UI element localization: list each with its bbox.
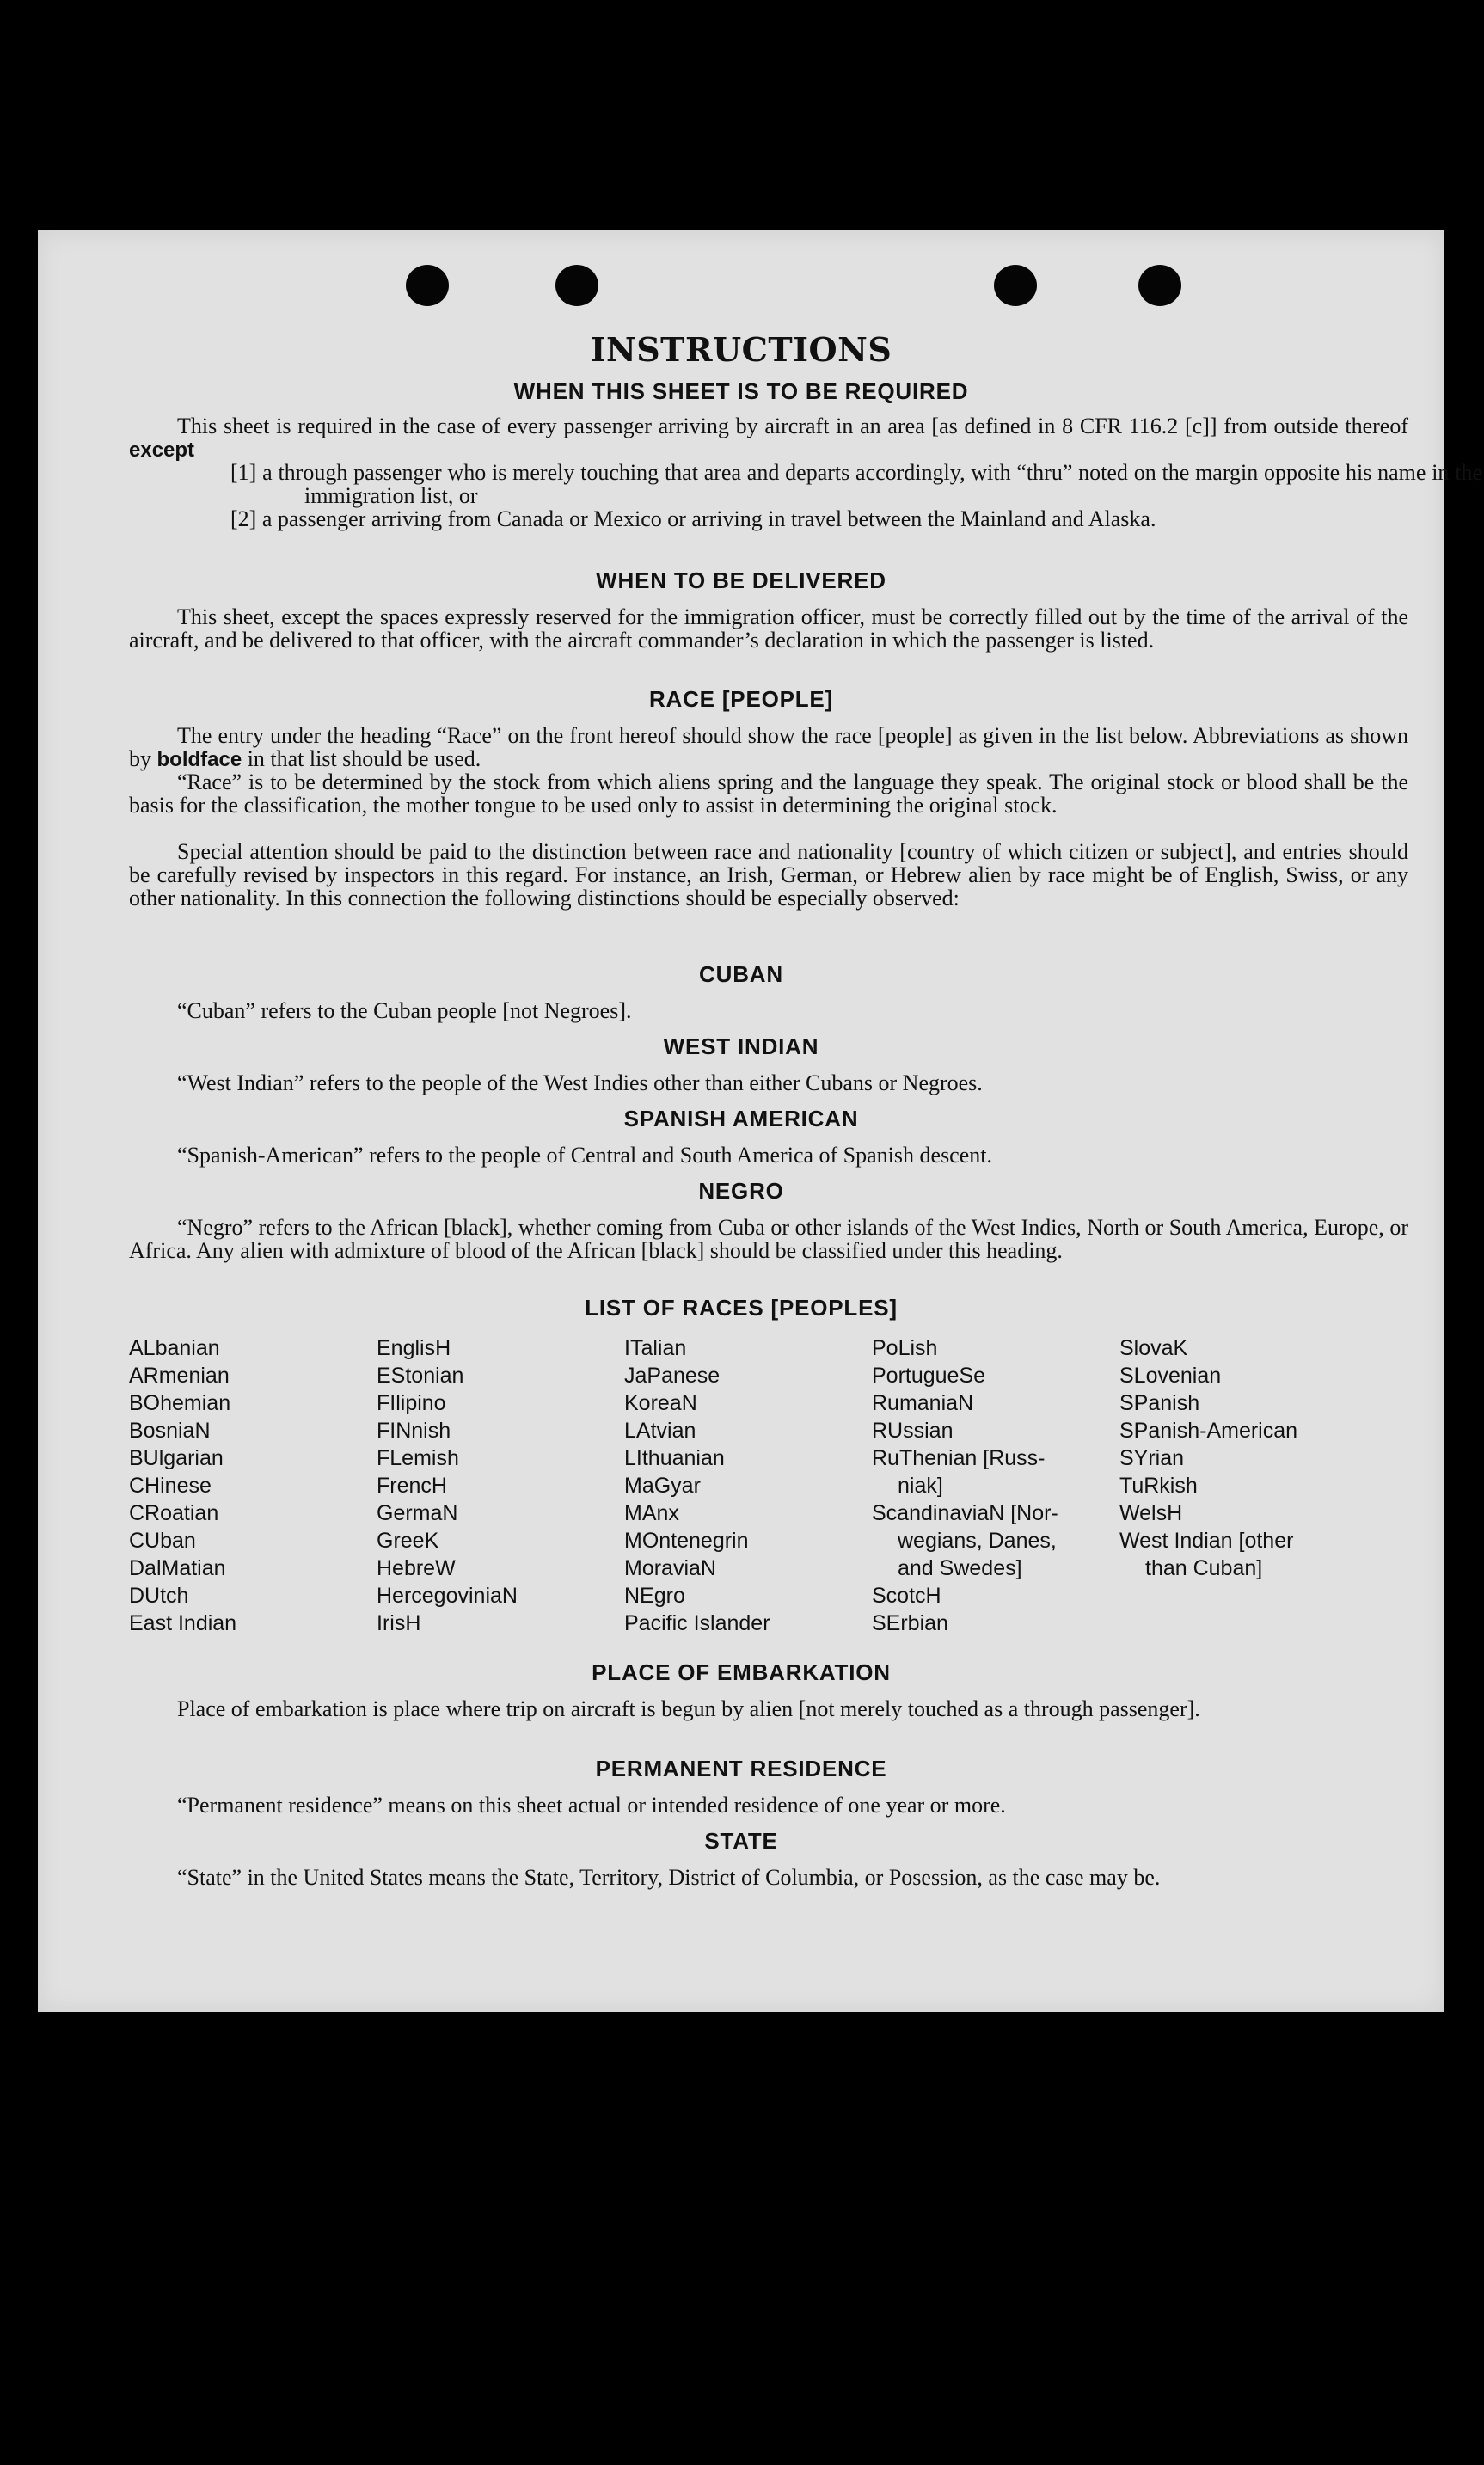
race-column-4 (872, 1334, 1058, 1637)
west-indian-text: “West Indian” refers to the people of the West Indies other than either Cubans or Negroes. (177, 1070, 983, 1095)
race-item: PortugueSe (872, 1364, 986, 1388)
required-item-1: [1] a through passenger who is merely touching that area and departs accordingly, with “thru” noted on the margin opposite his name in the immigration list, or (230, 460, 1482, 508)
required-intro: This sheet is required in the case of every passenger arriving by aircraft in an area [as defined in 8 CFR 116.2 [c]] from outside thereof except (129, 414, 1408, 462)
race-item: RUssian (872, 1419, 954, 1443)
race-item: Pacific Islander (624, 1611, 770, 1635)
section-heading-cuban: CUBAN (699, 961, 783, 987)
race-item: RumaniaN (872, 1391, 974, 1415)
section-heading-delivered: WHEN TO BE DELIVERED (596, 567, 886, 593)
race-item: SErbian (872, 1611, 948, 1635)
punch-hole (406, 265, 449, 306)
section-heading-required: WHEN THIS SHEET IS TO BE REQUIRED (513, 378, 969, 404)
race-item: FrencH (377, 1474, 447, 1498)
race-item: LAtvian (624, 1419, 696, 1443)
section-heading-state: STATE (704, 1828, 778, 1854)
race-item: CRoatian (129, 1501, 219, 1525)
punch-hole (1138, 265, 1181, 306)
race-item: ScotcH (872, 1584, 941, 1608)
race-item: RuThenian [Russ- (872, 1446, 1046, 1470)
cuban-text: “Cuban” refers to the Cuban people [not Negroes]. (177, 998, 632, 1023)
race-item: GreeK (377, 1529, 439, 1553)
race-item: FIlipino (377, 1391, 446, 1415)
race-item: CHinese (129, 1474, 212, 1498)
race-paragraph-3: Special attention should be paid to the distinction between race and nationality [country of which citizen or subject], and entries should be carefully revised by inspectors in this regard. For instance, an Irish, German, or Hebrew alien by race might be of English, Swiss, or any other nationality. In this connection the following distinctions should be especially observed: (129, 839, 1408, 911)
embarkation-text: Place of embarkation is place where trip on aircraft is begun by alien [not merely touched as a through passenger]. (177, 1696, 1200, 1721)
race-item: KoreaN (624, 1391, 697, 1415)
section-heading-race: RACE [PEOPLE] (648, 686, 834, 712)
race-item: ARmenian (129, 1364, 230, 1388)
spanish-american-text: “Spanish-American” refers to the people of Central and South America of Spanish descent. (177, 1143, 992, 1168)
race-item: LIthuanian (624, 1446, 725, 1470)
race-item: EnglisH (377, 1336, 451, 1360)
section-heading-west-indian: WEST INDIAN (663, 1033, 819, 1059)
residence-text: “Permanent residence” means on this sheet actual or intended residence of one year or more. (177, 1793, 1006, 1818)
race-item: CUban (129, 1529, 196, 1553)
race-item: HercegoviniaN (377, 1584, 518, 1608)
race-item: MoraviaN (624, 1556, 716, 1580)
race-item: FINnish (377, 1419, 451, 1443)
race-item: ScandinaviaN [Nor- (872, 1501, 1058, 1525)
race-item: EStonian (377, 1364, 464, 1388)
document-page (38, 230, 1482, 2012)
race-item: East Indian (129, 1611, 237, 1635)
race-item: MaGyar (624, 1474, 701, 1498)
race-item: WelsH (1119, 1501, 1183, 1525)
race-item: NEgro (624, 1584, 685, 1608)
race-column-1 (129, 1334, 236, 1637)
race-item: DalMatian (129, 1556, 226, 1580)
section-heading-embarkation: PLACE OF EMBARKATION (592, 1659, 891, 1685)
race-item: TuRkish (1119, 1474, 1198, 1498)
race-column-3 (624, 1334, 770, 1637)
race-item: than Cuban] (1145, 1556, 1263, 1580)
race-item: and Swedes] (898, 1556, 1022, 1580)
race-item: SPanish-American (1119, 1419, 1298, 1443)
race-item: ITalian (624, 1336, 687, 1360)
page-title: INSTRUCTIONS (590, 330, 892, 369)
race-paragraph-1: The entry under the heading “Race” on the front hereof should show the race [people] as given in the list below. Abbreviations as shown by boldface in that list should be used. (129, 723, 1408, 771)
race-item: SPanish (1119, 1391, 1200, 1415)
punch-hole (555, 265, 598, 306)
section-heading-residence: PERMANENT RESIDENCE (595, 1756, 887, 1781)
race-column-5 (1119, 1334, 1297, 1582)
race-item: DUtch (129, 1584, 189, 1608)
race-item: BOhemian (129, 1391, 231, 1415)
section-heading-negro: NEGRO (698, 1178, 784, 1204)
race-item: JaPanese (624, 1364, 721, 1388)
race-column-2 (377, 1334, 518, 1637)
race-item: SYrian (1119, 1446, 1185, 1470)
race-item: niak] (898, 1474, 943, 1498)
race-item: SlovaK (1119, 1336, 1188, 1360)
race-item: MAnx (624, 1501, 679, 1525)
race-item: BosniaN (129, 1419, 211, 1443)
race-paragraph-2: “Race” is to be determined by the stock from which aliens spring and the language they speak. The original stock or blood shall be the basis for the classification, the mother tongue to be used only to assist in determining the original stock. (129, 770, 1408, 818)
race-item: HebreW (377, 1556, 456, 1580)
race-item: IrisH (377, 1611, 421, 1635)
race-item: GermaN (377, 1501, 458, 1525)
race-item: ALbanian (129, 1336, 220, 1360)
race-item: West Indian [other (1119, 1529, 1294, 1553)
race-item: PoLish (872, 1336, 938, 1360)
negro-text: “Negro” refers to the African [black], whether coming from Cuba or other islands of the West Indies, North or South America, Europe, or Africa. Any alien with admixture of blood of the African [black] should be classified under this heading. (129, 1215, 1408, 1263)
section-heading-spanish-american: SPANISH AMERICAN (623, 1106, 859, 1131)
state-text: “State” in the United States means the State, Territory, District of Columbia, or Posession, as the case may be. (177, 1865, 1161, 1890)
required-item-2: [2] a passenger arriving from Canada or Mexico or arriving in travel between the Mainland and Alaska. (230, 506, 1156, 531)
race-item: SLovenian (1119, 1364, 1222, 1388)
race-item: MOntenegrin (624, 1529, 749, 1553)
race-item: BUlgarian (129, 1446, 224, 1470)
race-item: FLemish (377, 1446, 459, 1470)
punch-hole (994, 265, 1037, 306)
delivered-text: This sheet, except the spaces expressly reserved for the immigration officer, must be correctly filled out by the time of the arrival of the aircraft, and be delivered to that officer, with the aircraft commander’s declaration in which the passenger is listed. (129, 604, 1408, 653)
race-item: wegians, Danes, (898, 1529, 1057, 1553)
section-heading-list: LIST OF RACES [PEOPLES] (585, 1295, 898, 1321)
